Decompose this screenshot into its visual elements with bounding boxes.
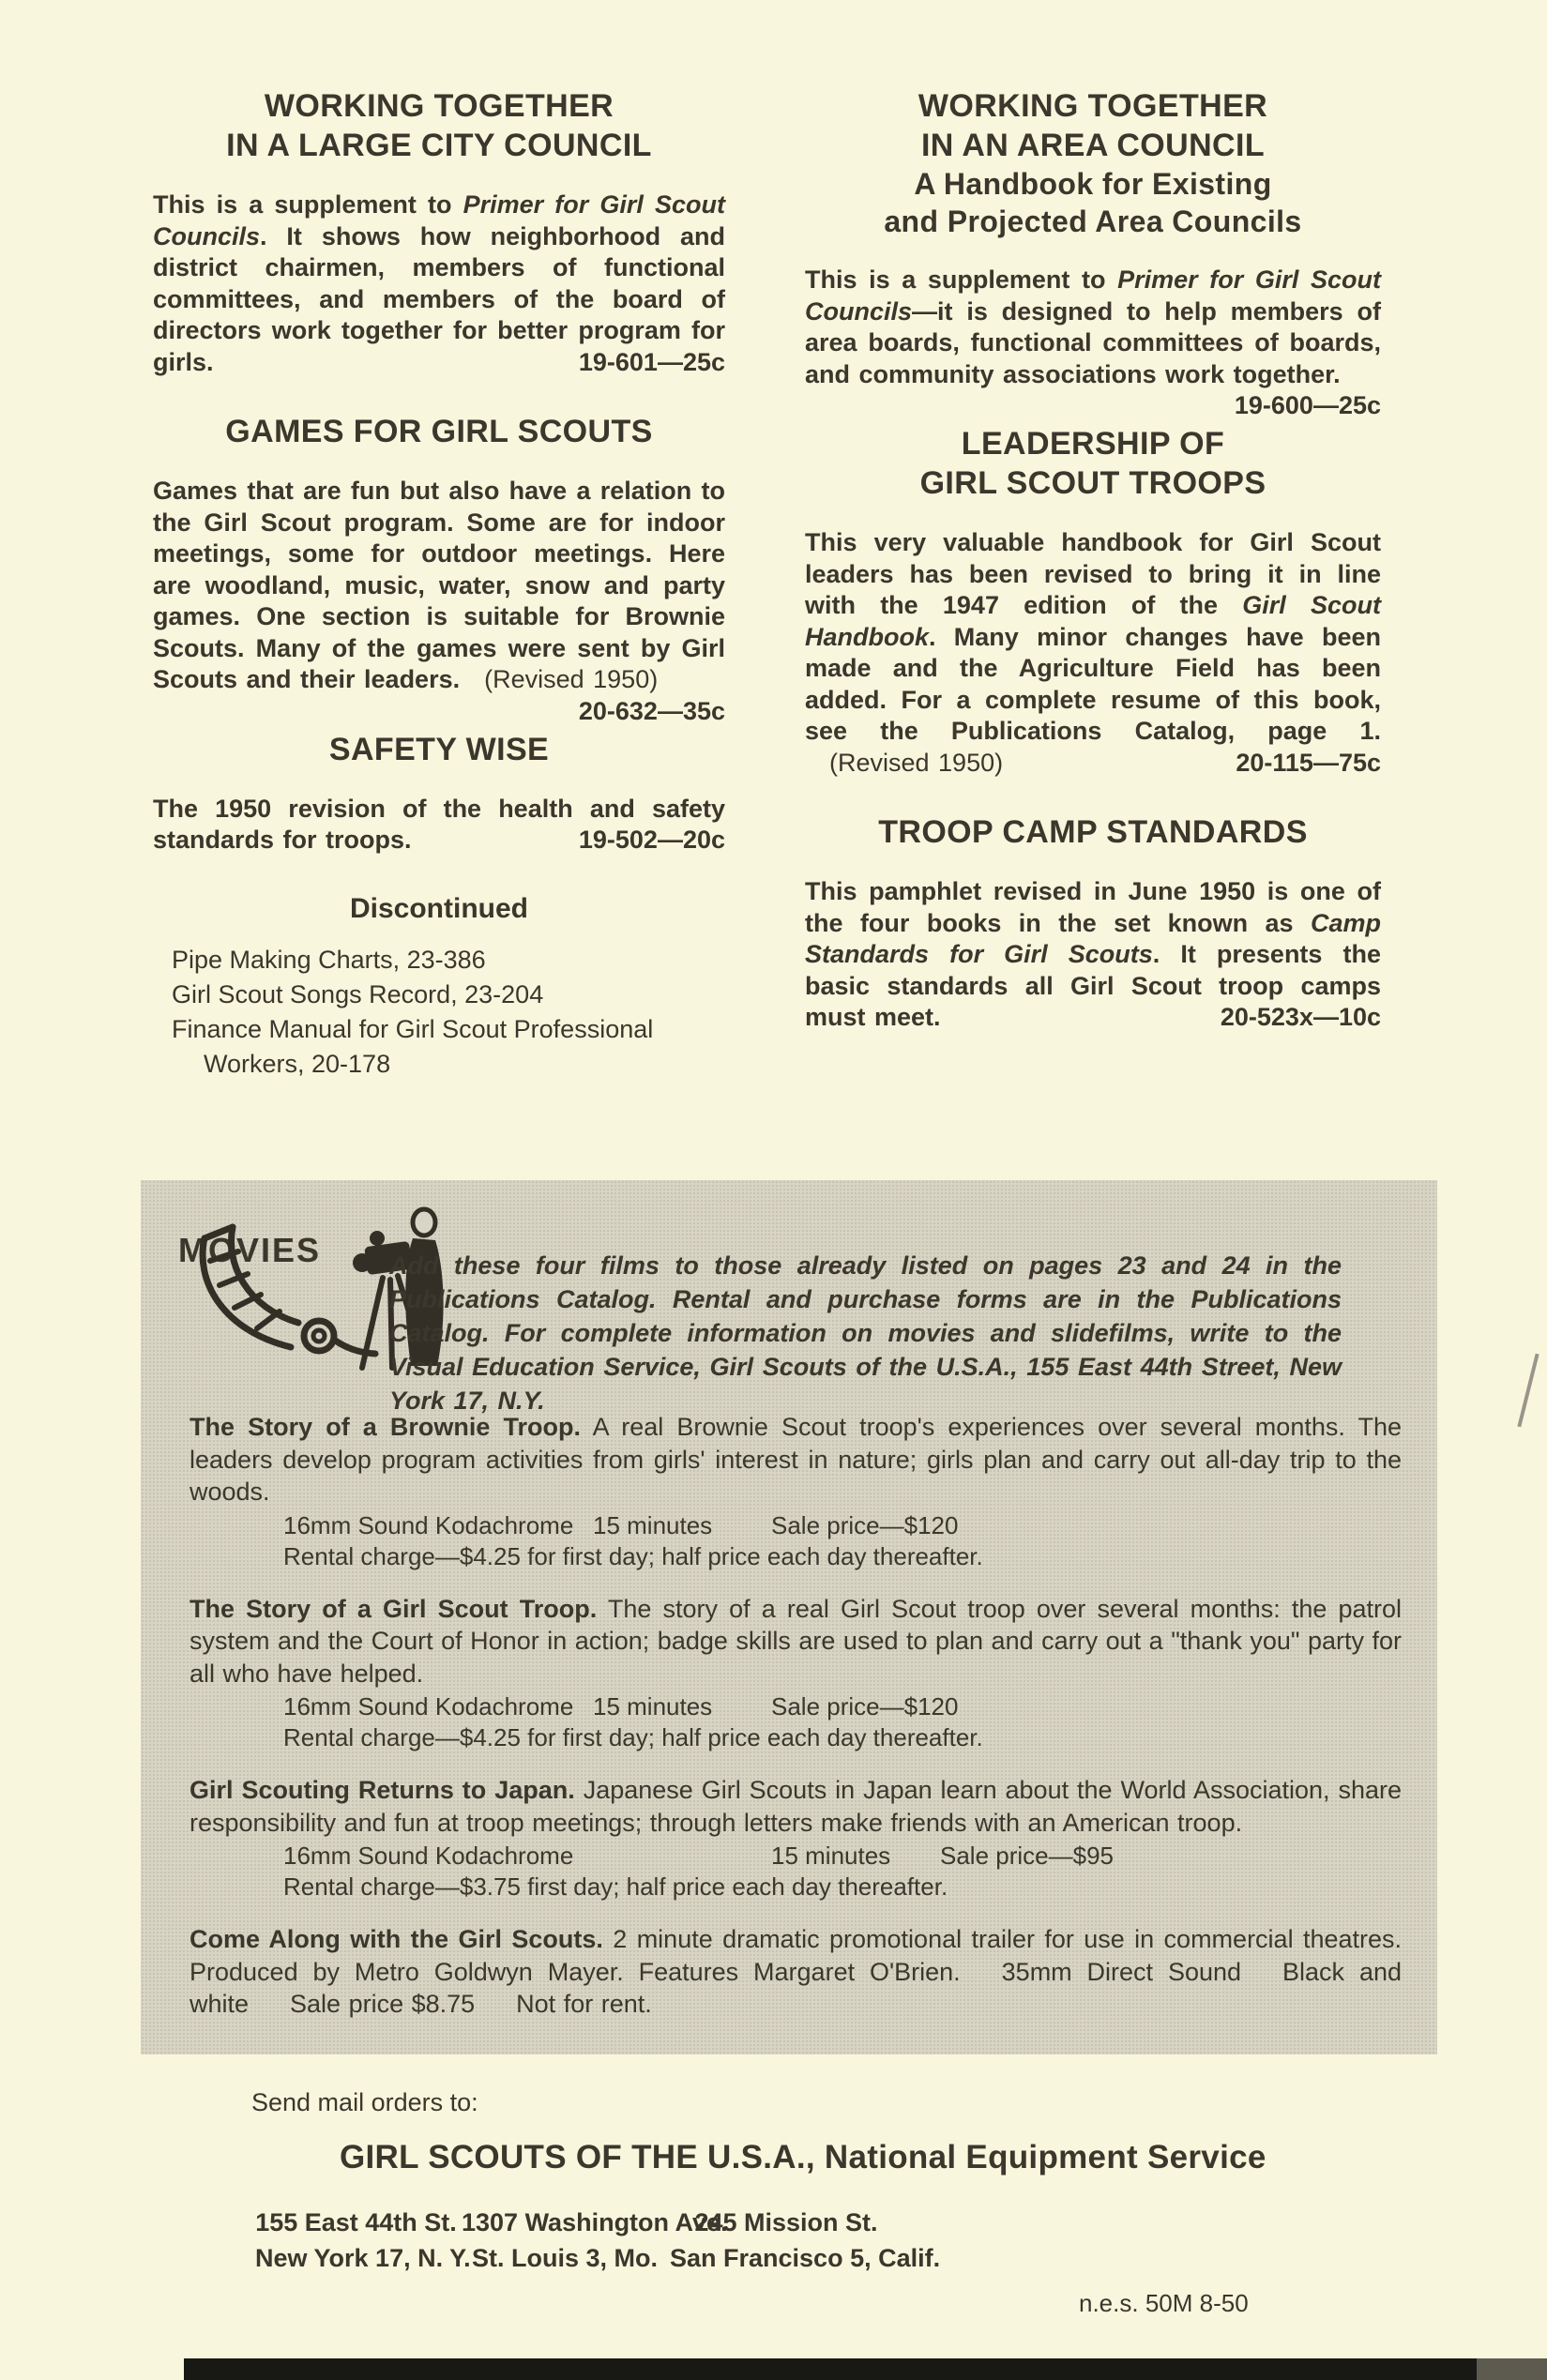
right-column: [805, 54, 1381, 1068]
film-spec-duration: 15 minutes: [593, 1692, 713, 1721]
list-item: Girl Scout Songs Record, 23-204: [172, 979, 544, 1008]
section-heading: [153, 730, 725, 769]
revised-note: (Revised 1950): [484, 665, 659, 693]
heading-subline: A Handbook for Existing: [914, 167, 1272, 201]
section-heading: [805, 86, 1381, 240]
price-code: 19-600—25c: [1234, 391, 1381, 419]
price-code: 20-632—35c: [578, 696, 725, 725]
film-title: Girl Scouting Returns to Japan.: [190, 1776, 575, 1804]
film-spec-sale-price: Sale price $8.75: [290, 1990, 476, 2018]
paragraph-text: The 1950 revision of the health and safety standards for troops.: [153, 794, 725, 854]
film-description: A real Brownie Scout troop's experiences over several months. The leaders develop program activities from girls' interest in nature; girls plan and carry out all-day trip to the woods.: [190, 1413, 1402, 1506]
section-working-together-area: [805, 86, 1382, 419]
heading-line: GIRL SCOUT TROOPS: [919, 465, 1266, 501]
paragraph-text: This very valuable handbook for Girl Scout leaders has been revised to bring it in line with the 1947 edition of the: [805, 528, 1381, 619]
paragraph-italic-title: Girl Scout Handbook: [805, 591, 1381, 651]
film-list: [190, 1411, 1402, 2021]
paragraph-italic-title: Primer for Girl Scout Councils: [153, 190, 726, 250]
paragraph-italic-title: Camp Standards for Girl Scouts: [805, 908, 1381, 968]
film-entry: [190, 1774, 1402, 1902]
section-paragraph: [805, 876, 1381, 1034]
address-block: [670, 2205, 941, 2276]
price-code: 20-115—75c: [1236, 748, 1381, 777]
section-discontinued: [153, 890, 725, 1082]
heading-subline: and Projected Area Councils: [884, 205, 1302, 238]
scan-artifact-bar-tail: [1477, 2358, 1547, 2380]
list-item: Pipe Making Charts, 23-386: [172, 945, 486, 974]
film-paragraph: [190, 1923, 1402, 2021]
address-line: 155 East 44th St.: [255, 2208, 457, 2236]
heading-line: WORKING TOGETHER: [264, 88, 614, 124]
film-title: The Story of a Brownie Troop.: [190, 1413, 581, 1441]
scan-edge-mark: [1517, 1354, 1539, 1428]
address-block: [462, 2205, 728, 2276]
film-spec-format: 16mm Sound Kodachrome: [283, 1842, 574, 1870]
film-spec-duration: 15 minutes: [593, 1510, 713, 1539]
address-line: 245 Mission St.: [694, 2208, 878, 2236]
heading-line: TROOP CAMP STANDARDS: [878, 814, 1308, 850]
section-games: [153, 412, 725, 725]
paragraph-text: . It presents the basic standards all Girl Scout troop camps must meet.: [805, 940, 1382, 1031]
film-spec-sale-price: Sale price—$120: [771, 1692, 959, 1721]
section-paragraph: [153, 794, 725, 856]
film-entry: [190, 1923, 1402, 2021]
movies-intro-paragraph: Add these four films to those already listed on pages 23 and 24 in the Publications Catalog. Rental and purchase forms are in the Publications Catalog. For complete information on movies and slidefilms, write to the Visual Education Service, Girl Scouts of the U.S.A., 155 East 44th Street, New York 17, N.Y.: [389, 1251, 1342, 1415]
film-spec-color: Black and white: [190, 1957, 1402, 2018]
film-spec-format: 16mm Sound Kodachrome: [283, 1510, 574, 1539]
film-spec-rental: Rental charge—$3.75 first day; half price each day thereafter.: [283, 1872, 948, 1901]
list-item: Finance Manual for Girl Scout Professional Workers, 20-178: [172, 1014, 654, 1078]
section-heading: [153, 412, 725, 451]
price-code: 20-523x—10c: [1220, 1003, 1381, 1031]
price-code: 19-601—25c: [578, 347, 725, 376]
film-spec-duration: 15 minutes: [771, 1842, 891, 1870]
paragraph-text: . It shows how neighborhood and district chairmen, members of functional committees, and members of the board of directors work together for better program for girls.: [153, 221, 725, 376]
section-paragraph: [153, 189, 725, 378]
print-code: n.e.s. 50M 8-50: [1079, 2289, 1249, 2317]
film-spec-row: [283, 1841, 1402, 1872]
section-safety-wise: [153, 730, 725, 856]
mail-orders-label: Send mail orders to:: [251, 2088, 478, 2116]
paragraph-text: This is a supplement to: [153, 190, 463, 219]
section-leadership: [805, 424, 1381, 779]
paragraph-text: . Many minor changes have been made and the Agriculture Field has been added. For a complete resume of this book, see the Publications Catalog, page 1.: [805, 622, 1381, 745]
address-block: [255, 2205, 471, 2276]
film-paragraph: [190, 1774, 1402, 1839]
film-paragraph: [190, 1593, 1402, 1690]
film-description: The story of a real Girl Scout troop over several months: the patrol system and the Court of Honor in action; badge skills are used to plan and carry out a "thank you" party for all who have helped.: [190, 1594, 1403, 1688]
revised-note: (Revised 1950): [829, 748, 1004, 777]
section-paragraph: [153, 476, 725, 725]
section-heading: [153, 86, 725, 165]
film-spec-rent-note: Not for rent.: [516, 1990, 652, 2018]
film-entry: [190, 1411, 1402, 1572]
discontinued-list: [172, 943, 725, 1082]
movies-header: [141, 1193, 1437, 1415]
film-spec-row: [283, 1510, 1402, 1541]
film-paragraph: [190, 1411, 1402, 1508]
heading-line: SAFETY WISE: [328, 731, 550, 767]
film-title: Come Along with the Girl Scouts.: [190, 1925, 603, 1953]
film-spec-row: [283, 1691, 1402, 1722]
address-line: San Francisco 5, Calif.: [670, 2244, 941, 2272]
section-heading: Discontinued: [349, 892, 528, 924]
movies-panel: [141, 1180, 1437, 2054]
paragraph-text: Games that are fun but also have a relation to the Girl Scout program. Some are for indoor meetings, some for outdoor meetings. Here are woodland, music, water, snow and party games. One section is suitable for Brownie Scouts. Many of the games were sent by Girl Scouts and their leaders.: [153, 477, 725, 693]
film-spec-format: 16mm Sound Kodachrome: [283, 1692, 574, 1721]
scan-artifact-bar: [184, 2358, 1547, 2380]
section-paragraph: [805, 527, 1381, 779]
section-working-together-city: [153, 86, 725, 378]
section-troop-camp: [805, 812, 1381, 1034]
address-line: New York 17, N. Y.: [255, 2244, 471, 2272]
paragraph-text: This pamphlet revised in June 1950 is one of the four books in the set known as: [805, 877, 1381, 937]
paragraph-italic-title: Primer for Girl Scout Councils: [805, 265, 1382, 326]
address-line: St. Louis 3, Mo.: [471, 2244, 658, 2272]
film-spec-rental: Rental charge—$4.25 for first day; half price each day thereafter.: [283, 1541, 983, 1570]
section-heading: [805, 812, 1381, 852]
film-description: Japanese Girl Scouts in Japan learn about the World Association, share responsibility and fun at troop meetings; through letters make friends with an American troop.: [190, 1776, 1402, 1837]
film-spec-sale-price: Sale price—$120: [771, 1510, 959, 1539]
movies-title: MOVIES: [178, 1231, 322, 1269]
film-description: 2 minute dramatic promotional trailer for use in commercial theatres. Produced by Metro Goldwyn Mayer. Features Margaret O'Brien.: [190, 1925, 1403, 1986]
price-code: 19-502—20c: [578, 826, 725, 854]
film-spec-sale-price: Sale price—$95: [940, 1842, 1114, 1870]
section-heading: [805, 424, 1381, 503]
heading-line: LEADERSHIP OF: [961, 426, 1225, 462]
paragraph-text: —it is designed to help members of area boards, functional committees of boards, and community associations work together.: [805, 296, 1381, 388]
heading-line: IN AN AREA COUNCIL: [920, 128, 1266, 163]
film-entry: [190, 1593, 1402, 1754]
section-paragraph: [805, 265, 1382, 419]
heading-line: IN A LARGE CITY COUNCIL: [226, 128, 652, 163]
address-line: 1307 Washington Ave.: [462, 2208, 728, 2236]
film-spec-format: 35mm Direct Sound: [1001, 1957, 1242, 1986]
heading-line: GAMES FOR GIRL SCOUTS: [225, 414, 653, 449]
film-title: The Story of a Girl Scout Troop.: [190, 1594, 598, 1623]
organization-name: GIRL SCOUTS OF THE U.S.A., National Equipment Service: [340, 2139, 1266, 2175]
film-spec-rental: Rental charge—$4.25 for first day; half price each day thereafter.: [283, 1723, 983, 1751]
paragraph-text: This is a supplement to: [805, 265, 1118, 294]
left-column: [153, 54, 725, 1082]
heading-line: WORKING TOGETHER: [918, 88, 1268, 124]
